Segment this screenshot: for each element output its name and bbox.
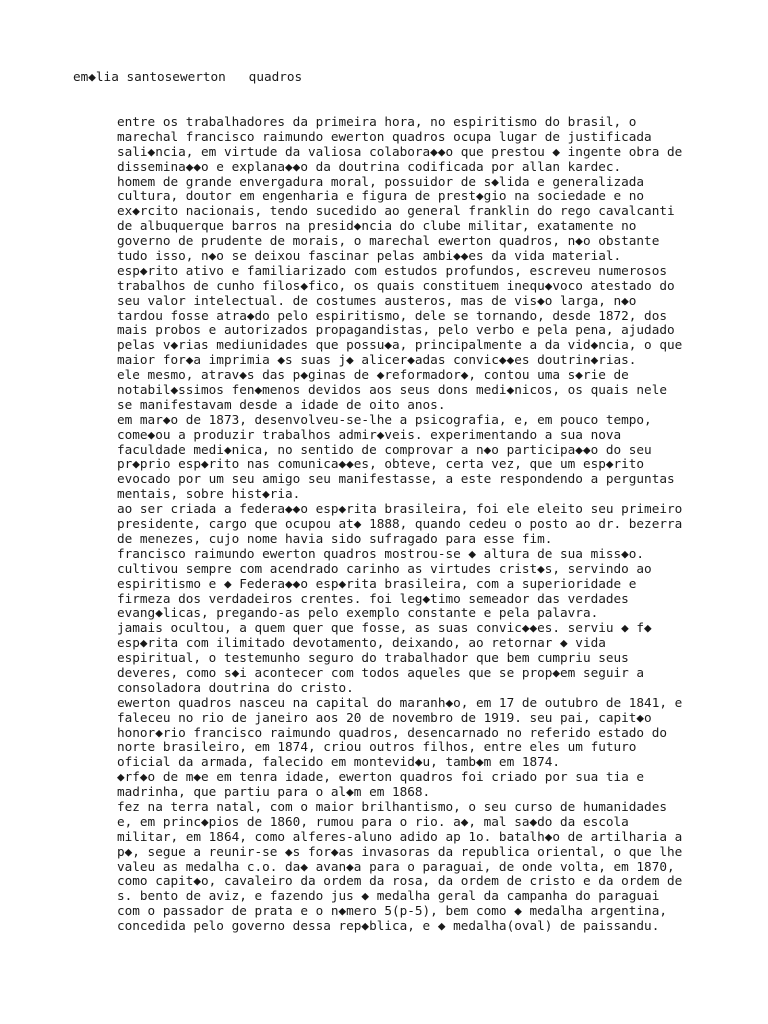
text-line: maior for◆a imprimia ◆s suas j◆ alicer◆adas convic◆◆es doutrin◆rias. <box>117 352 637 368</box>
text-line: consoladora doutrina do cristo. <box>117 679 354 695</box>
text-line: faculdade medi◆nica, no sentido de comprovar a n◆o participa◆◆o do seu <box>117 441 652 457</box>
text-line: com o passador de prata e o n◆mero 5(p-5), bem como ◆ medalha argentina, <box>117 903 667 919</box>
text-line: pr◆prio esp◆rito nas comunica◆◆es, obteve, certa vez, que um esp◆rito <box>117 456 645 472</box>
text-line: come◆ou a produzir trabalhos admir◆veis. experimentando a sua nova <box>117 426 622 442</box>
text-line: trabalhos de cunho filos◆fico, os quais constituem inequ◆voco atestado do <box>117 277 675 293</box>
document-body <box>117 115 767 934</box>
document-header: em◆lia santosewerton quadros <box>73 69 303 84</box>
text-line: notabil◆ssimos fen◆menos devidos aos seus dons medi◆nicos, os quais nele <box>117 382 667 398</box>
text-line: militar, em 1864, como alferes-aluno adido ap 1o. batalh◆o de artilharia a <box>117 828 683 844</box>
text-line: oficial da armada, falecido em montevid◆u, tamb◆m em 1874. <box>117 754 561 770</box>
text-line: em mar◆o de 1873, desenvolveu-se-lhe a psicografia, e, em pouco tempo, <box>117 411 652 427</box>
text-line: e, em princ◆pios de 1860, rumou para o rio. a◆, mal sa◆do da escola <box>117 813 629 829</box>
text-line: esp◆rito ativo e familiarizado com estudos profundos, escreveu numerosos <box>117 262 667 278</box>
text-line: pelas v◆rias mediunidades que possu◆a, principalmente a da vid◆ncia, o que <box>117 337 683 353</box>
text-line: madrinha, que partiu para o al◆m em 1868. <box>117 784 431 800</box>
text-line: valeu as medalha c.o. da◆ avan◆a para o paraguai, de onde volta, em 1870, <box>117 858 675 874</box>
text-line: evocado por um seu amigo seu manifestasse, a este respondendo a perguntas <box>117 471 675 487</box>
text-line: ele mesmo, atrav◆s das p◆ginas de ◆reformador◆, contou uma s◆rie de <box>117 367 629 383</box>
text-line: cultura, doutor em engenharia e figura de prest◆gio na sociedade e no <box>117 188 645 204</box>
text-line: sali◆ncia, em virtude da valiosa colabora◆◆o que prestou ◆ ingente obra de <box>117 143 683 159</box>
text-line: ex◆rcito nacionais, tendo sucedido ao general franklin do rego cavalcanti <box>117 203 675 219</box>
text-line: governo de prudente de morais, o marechal ewerton quadros, n◆o obstante <box>117 233 660 249</box>
text-line: se manifestavam desde a idade de oito anos. <box>117 396 446 412</box>
text-line: esp◆rita com ilimitado devotamento, deixando, ao retornar ◆ vida <box>117 635 606 651</box>
text-line: ao ser criada a federa◆◆o esp◆rita brasileira, foi ele eleito seu primeiro <box>117 501 683 517</box>
text-line: evang◆licas, pregando-as pelo exemplo constante e pela palavra. <box>117 605 599 621</box>
text-line: honor◆rio francisco raimundo quadros, desencarnado no referido estado do <box>117 724 667 740</box>
text-line: cultivou sempre com acendrado carinho as virtudes crist◆s, servindo ao <box>117 560 652 576</box>
text-line: faleceu no rio de janeiro aos 20 de novembro de 1919. seu pai, capit◆o <box>117 709 652 725</box>
text-line: s. bento de aviz, e fazendo jus ◆ medalha geral da campanha do paraguai <box>117 888 660 904</box>
text-line: espiritual, o testemunho seguro do trabalhador que bem cumpriu seus <box>117 650 629 666</box>
text-line: homem de grande envergadura moral, possuidor de s◆lida e generalizada <box>117 173 645 189</box>
text-line: fez na terra natal, com o maior brilhantismo, o seu curso de humanidades <box>117 798 667 814</box>
text-line: entre os trabalhadores da primeira hora, no espiritismo do brasil, o <box>117 114 637 129</box>
text-line: firmeza dos verdadeiros crentes. foi leg◆timo semeador das verdades <box>117 590 629 606</box>
text-line: p◆, segue a reunir-se ◆s for◆as invasoras da republica oriental, o que lhe <box>117 843 683 859</box>
text-line: de menezes, cujo nome havia sido sufragado para esse fim. <box>117 530 553 546</box>
text-line: seu valor intelectual. de costumes austeros, mas de vis◆o larga, n◆o <box>117 292 637 308</box>
text-line: presidente, cargo que ocupou at◆ 1888, quando cedeu o posto ao dr. bezerra <box>117 516 683 532</box>
text-line: dissemina◆◆o e explana◆◆o da doutrina codificada por allan kardec. <box>117 158 622 174</box>
text-line: tardou fosse atra◆do pelo espiritismo, dele se tornando, desde 1872, dos <box>117 307 667 323</box>
text-line: marechal francisco raimundo ewerton quadros ocupa lugar de justificada <box>117 128 652 144</box>
text-line: concedida pelo governo dessa rep◆blica, e ◆ medalha(oval) de paissandu. <box>117 918 660 934</box>
text-line: francisco raimundo ewerton quadros mostrou-se ◆ altura de sua miss◆o. <box>117 545 645 561</box>
text-line: deveres, como s◆i acontecer com todos aqueles que se prop◆em seguir a <box>117 664 645 680</box>
text-line: norte brasileiro, em 1874, criou outros filhos, entre eles um futuro <box>117 739 637 755</box>
text-line: ewerton quadros nasceu na capital do maranh◆o, em 17 de outubro de 1841, e <box>117 694 683 710</box>
text-line: espiritismo e ◆ Federa◆◆o esp◆rita brasileira, com a superioridade e <box>117 575 637 591</box>
text-line: como capit◆o, cavaleiro da ordem da rosa, da ordem de cristo e da ordem de <box>117 873 683 889</box>
text-line: mais probos e autorizados propagandistas, pelo verbo e pela pena, ajudado <box>117 322 675 338</box>
text-line: ◆rf◆o de m◆e em tenra idade, ewerton quadros foi criado por sua tia e <box>117 769 645 785</box>
text-line: tudo isso, n◆o se deixou fascinar pelas ambi◆◆es da vida material. <box>117 248 622 264</box>
text-line: de albuquerque barros na presid◆ncia do clube militar, exatamente no <box>117 218 637 234</box>
text-line: jamais ocultou, a quem quer que fosse, as suas convic◆◆es. serviu ◆ f◆ <box>117 620 652 636</box>
text-line: mentais, sobre hist◆ria. <box>117 486 301 502</box>
